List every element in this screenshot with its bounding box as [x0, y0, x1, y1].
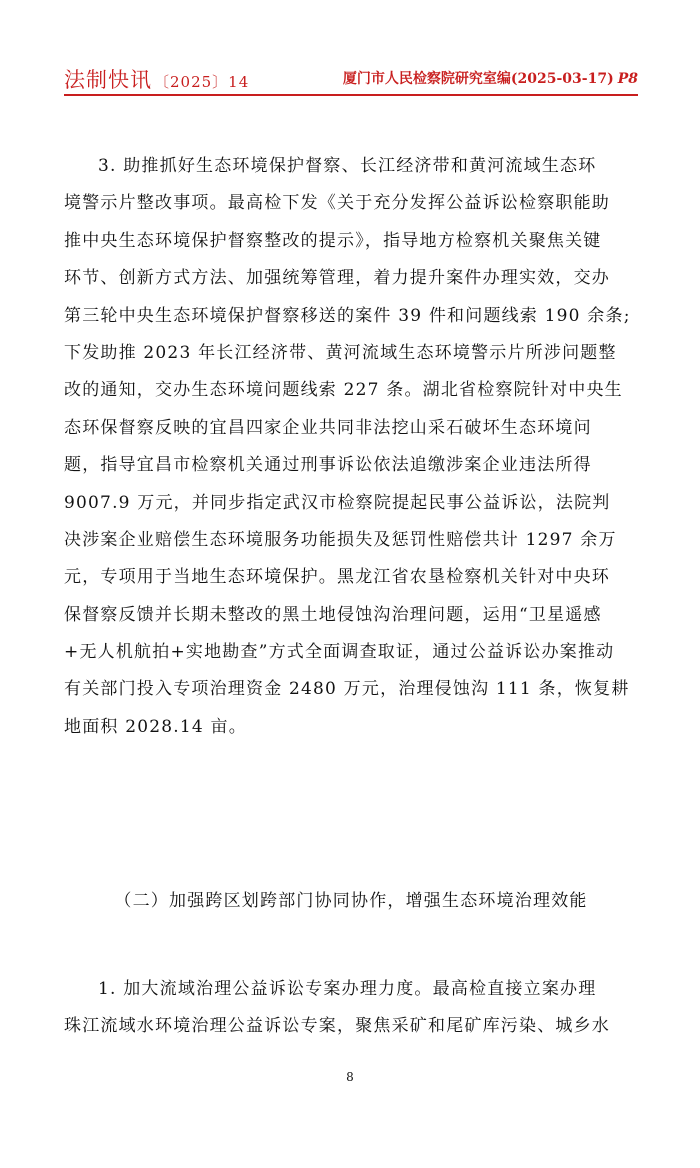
page-tag: P8	[617, 71, 638, 87]
text-line: 第三轮中央生态环境保护督察移送的案件 39 件和问题线索 190 余条;	[64, 305, 631, 326]
publisher-text: 厦门市人民检察院研究室编(2025-03-17)	[342, 71, 614, 87]
text-line: 元，专项用于当地生态环境保护。黑龙江省农垦检察机关针对中央环	[64, 567, 610, 588]
text-line: 决涉案企业赔偿生态环境服务功能损失及惩罚性赔偿共计 1297 余万	[64, 529, 617, 550]
page-number: 8	[346, 1070, 354, 1084]
bulletin-title	[64, 64, 249, 94]
text-line: 保督察反馈并长期未整改的黑土地侵蚀沟治理问题，运用“卫星遥感	[64, 604, 602, 625]
document-header	[64, 64, 638, 94]
text-line: 题，指导宜昌市检察机关通过刑事诉讼依法追缴涉案企业违法所得	[64, 455, 592, 476]
text-line: 态环保督察反映的宜昌四家企业共同非法挖山采石破坏生态环境问	[64, 417, 592, 438]
issue-number: 〔2025〕14	[154, 73, 250, 91]
text-line: 1. 加大流域治理公益诉讼专案办理力度。最高检直接立案办理	[98, 979, 597, 999]
text-line: 环节、创新方式方法、加强统筹管理，着力提升案件办理实效，交办	[64, 268, 610, 289]
text-line: 有关部门投入专项治理资金 2480 万元，治理侵蚀沟 111 条，恢复耕	[64, 679, 630, 700]
section-heading: （二）加强跨区划跨部门协同协作，增强生态环境治理效能	[114, 891, 588, 911]
text-line: 3. 助推抓好生态环境保护督察、长江经济带和黄河流域生态环	[98, 156, 597, 176]
body-paragraph-1	[64, 148, 638, 746]
body-paragraph-2	[64, 971, 638, 1046]
header-divider	[64, 94, 638, 96]
text-line: 下发助推 2023 年长江经济带、黄河流域生态环境警示片所涉问题整	[64, 342, 617, 363]
text-line: 改的通知，交办生态环境问题线索 227 条。湖北省检察院针对中央生	[64, 380, 623, 401]
text-line: 地面积 2028.14 亩。	[64, 716, 247, 737]
text-line: 珠江流域水环境治理公益诉讼专案，聚焦采矿和尾矿库污染、城乡水	[64, 1016, 610, 1037]
text-line: +无人机航拍+实地勘查”方式全面调查取证，通过公益诉讼办案推动	[64, 642, 615, 663]
bulletin-name: 法制快讯	[64, 68, 152, 92]
text-line: 推中央生态环境保护督察整改的提示》，指导地方检察机关聚焦关键	[64, 230, 602, 251]
publisher-info	[343, 68, 638, 88]
text-line: 9007.9 万元，并同步指定武汉市检察院提起民事公益诉讼，法院判	[64, 492, 611, 513]
text-line: 境警示片整改事项。最高检下发《关于充分发挥公益诉讼检察职能助	[64, 193, 610, 214]
